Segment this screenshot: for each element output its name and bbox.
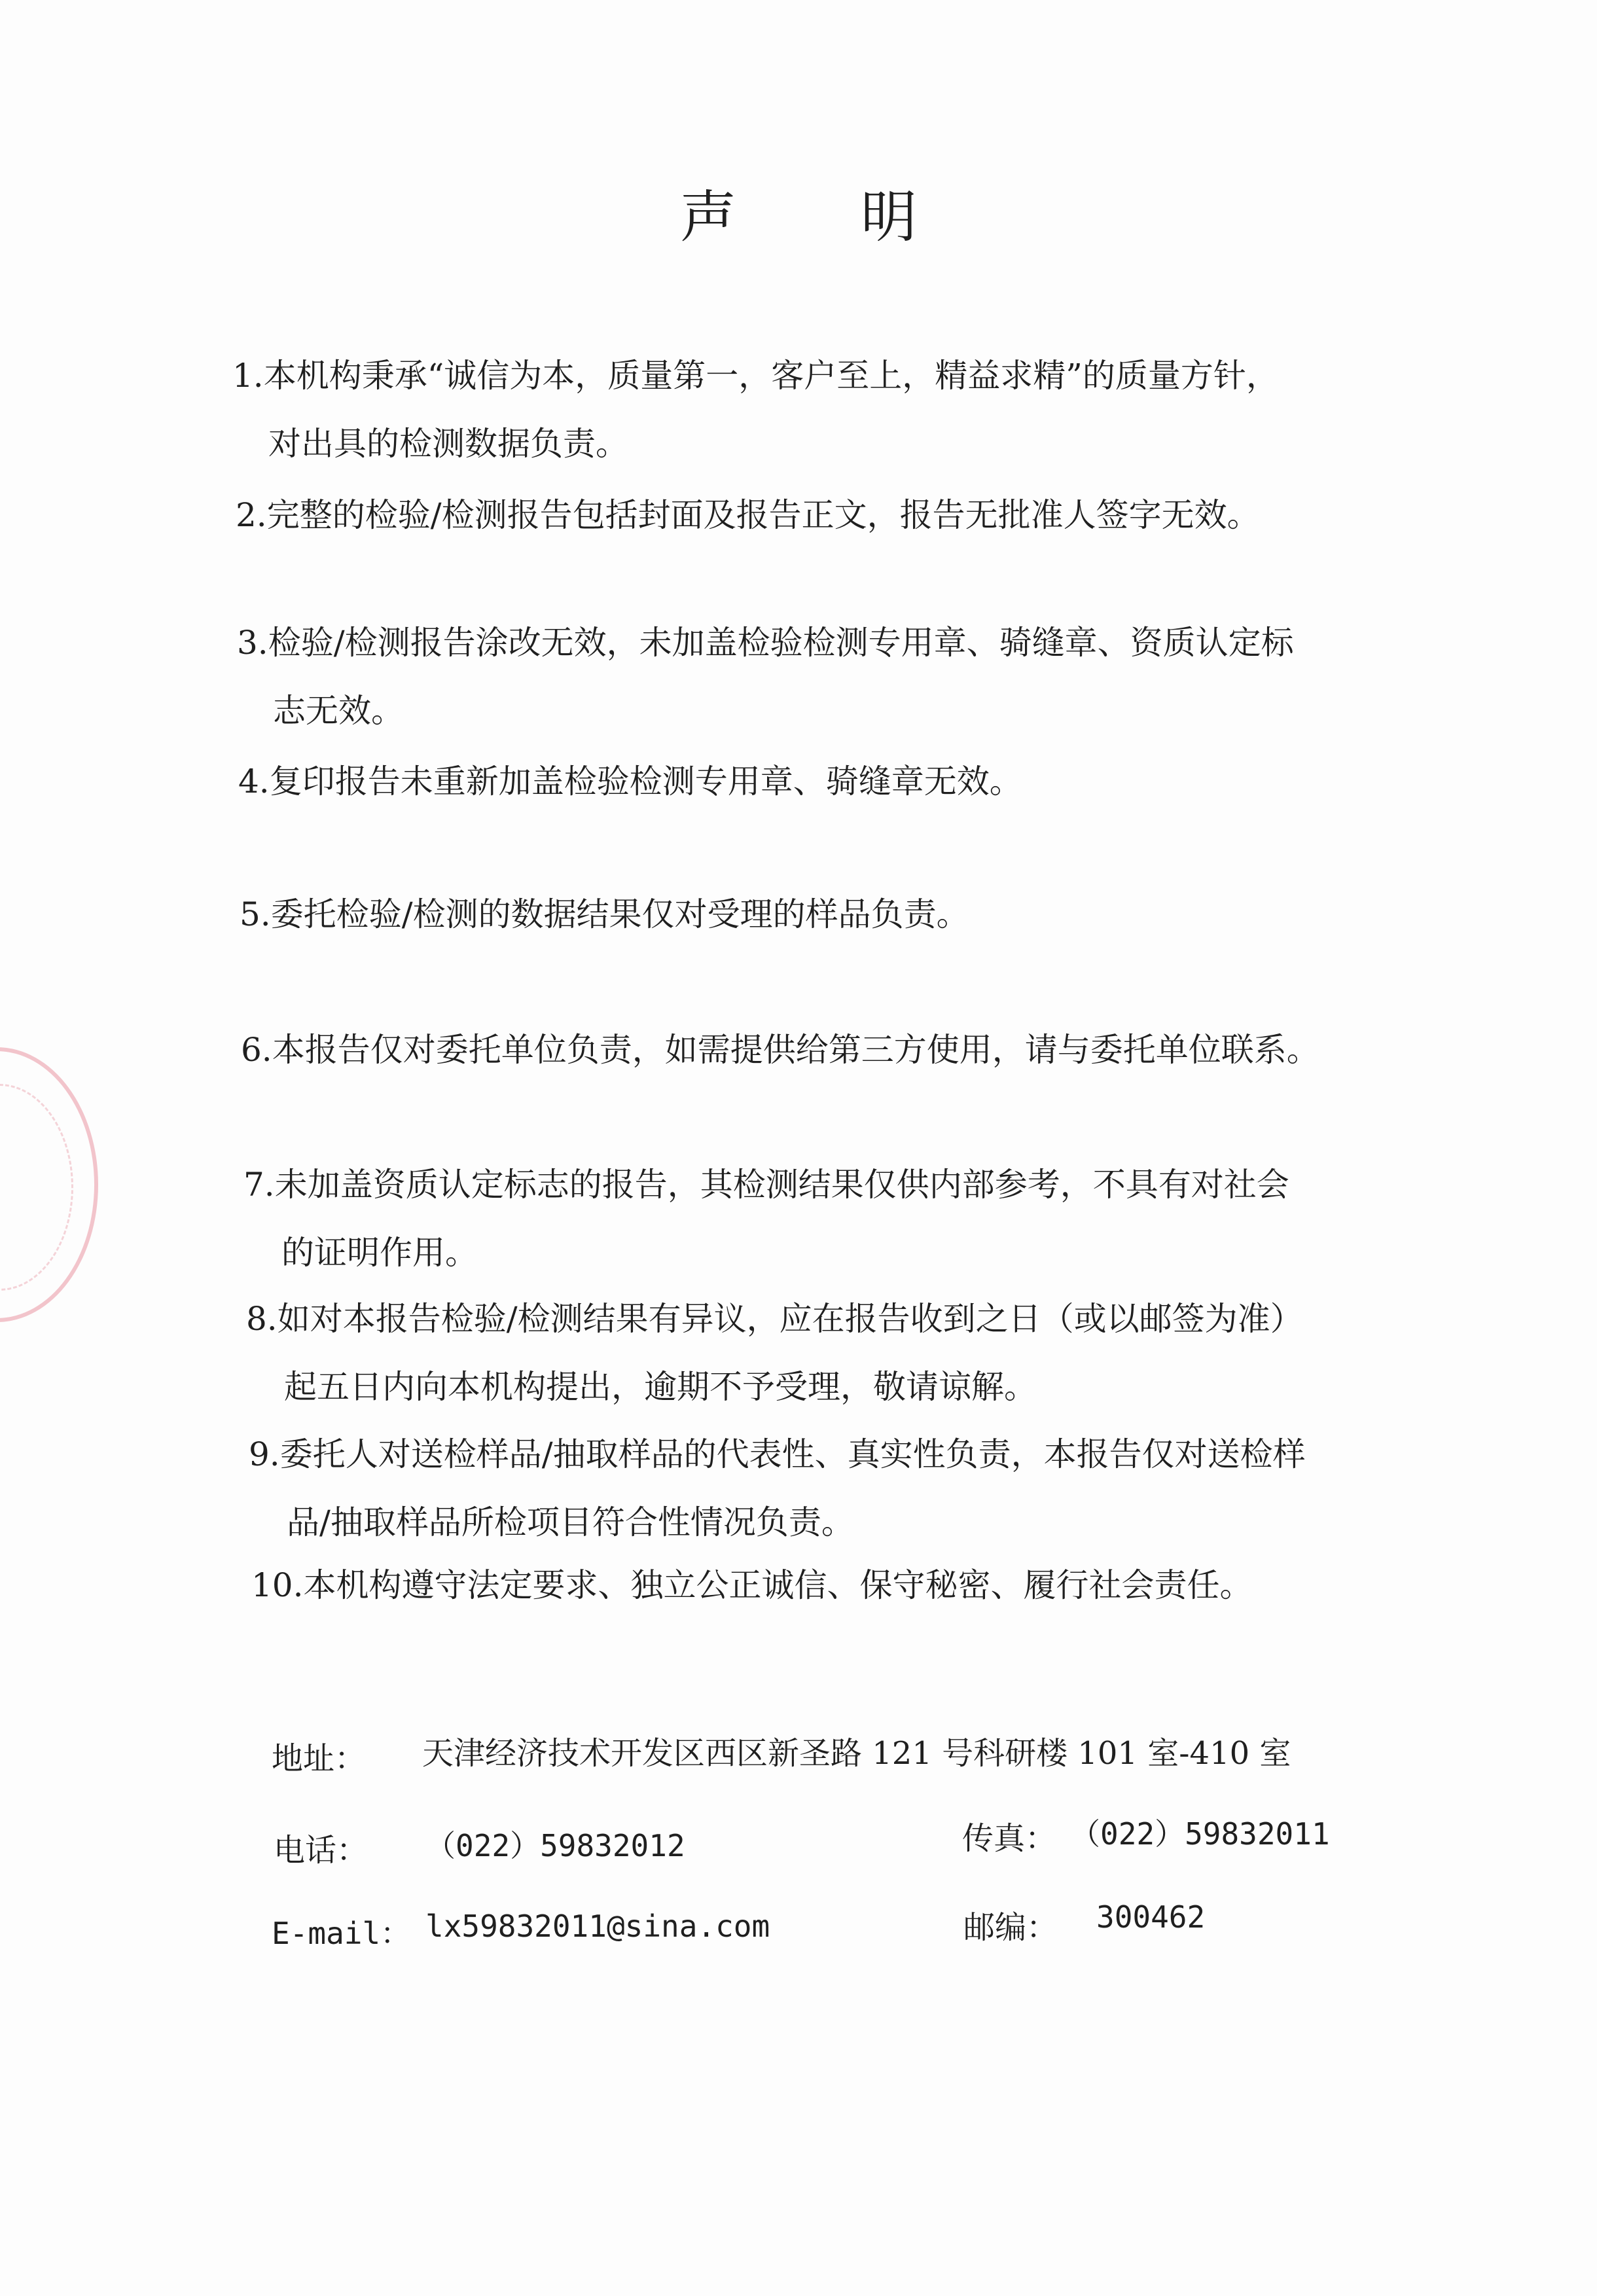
clause-text: 检验/检测报告涂改无效，未加盖检验检测专用章、骑缝章、资质认定标	[268, 624, 1294, 662]
clause-text: 本机构秉承“诚信为本，质量第一，客户至上，精益求精”的质量方针，	[263, 357, 1279, 395]
clause-2	[236, 481, 1260, 549]
clause-4	[238, 747, 1022, 816]
clause-text-continued: 对出具的检测数据负责。	[268, 425, 628, 463]
clause-text-continued: 的证明作用。	[281, 1234, 478, 1272]
clause-number: 9.	[249, 1435, 280, 1473]
fax-label: 传真：	[962, 1820, 1057, 1857]
phone-label: 电话：	[274, 1832, 368, 1869]
clause-9	[249, 1420, 1306, 1556]
clause-text: 本机构遵守法定要求、独立公正诚信、保守秘密、履行社会责任。	[303, 1566, 1253, 1604]
clause-number: 7.	[243, 1166, 275, 1204]
clause-number: 4.	[238, 762, 270, 800]
clause-text: 委托检验/检测的数据结果仅对受理的样品负责。	[270, 895, 969, 933]
clause-10	[251, 1551, 1253, 1619]
postcode-value: 300462	[1096, 1899, 1206, 1935]
clause-1	[232, 342, 1279, 478]
clause-number: 1.	[232, 357, 264, 395]
clause-number: 10.	[251, 1566, 304, 1604]
clause-text: 复印报告未重新加盖检验检测专用章、骑缝章无效。	[269, 762, 1022, 800]
email-value: lx59832011@sina.com	[425, 1909, 770, 1944]
clause-number: 6.	[241, 1031, 272, 1069]
clause-text: 如对本报告检验/检测结果有异议，应在报告收到之日（或以邮签为准）	[277, 1300, 1303, 1338]
clause-text-continued: 志无效。	[273, 692, 404, 730]
clause-number: 8.	[246, 1300, 278, 1338]
clause-number: 3.	[237, 624, 268, 662]
clause-text: 完整的检验/检测报告包括封面及报告正文，报告无批准人签字无效。	[266, 496, 1260, 534]
red-seal-stamp	[0, 1047, 98, 1322]
phone-value: （022）59832012	[425, 1828, 685, 1863]
clause-text: 本报告仅对委托单位负责，如需提供给第三方使用，请与委托单位联系。	[272, 1031, 1319, 1069]
clause-6	[241, 1016, 1319, 1084]
clause-number: 2.	[236, 496, 267, 534]
address-label: 地址：	[272, 1740, 367, 1777]
clause-8	[246, 1285, 1303, 1421]
fax-value: （022）59832011	[1070, 1816, 1330, 1852]
clause-3	[237, 609, 1294, 745]
clause-number: 5.	[240, 895, 271, 933]
clause-5	[240, 880, 969, 948]
email-label: E-mail：	[272, 1916, 411, 1951]
clause-text-continued: 品/抽取样品所检项目符合性情况负责。	[287, 1503, 854, 1541]
address-value: 天津经济技术开发区西区新圣路 121 号科研楼 101 室-410 室	[422, 1735, 1291, 1772]
page-title: 声明	[680, 185, 1041, 250]
clause-7	[243, 1151, 1289, 1287]
clause-text: 委托人对送检样品/抽取样品的代表性、真实性负责，本报告仅对送检样	[279, 1435, 1306, 1473]
clause-text: 未加盖资质认定标志的报告，其检测结果仅供内部参考，不具有对社会	[274, 1166, 1289, 1204]
clause-text-continued: 起五日内向本机构提出，逾期不予受理，敬请谅解。	[284, 1368, 1037, 1406]
postcode-label: 邮编：	[963, 1909, 1058, 1946]
